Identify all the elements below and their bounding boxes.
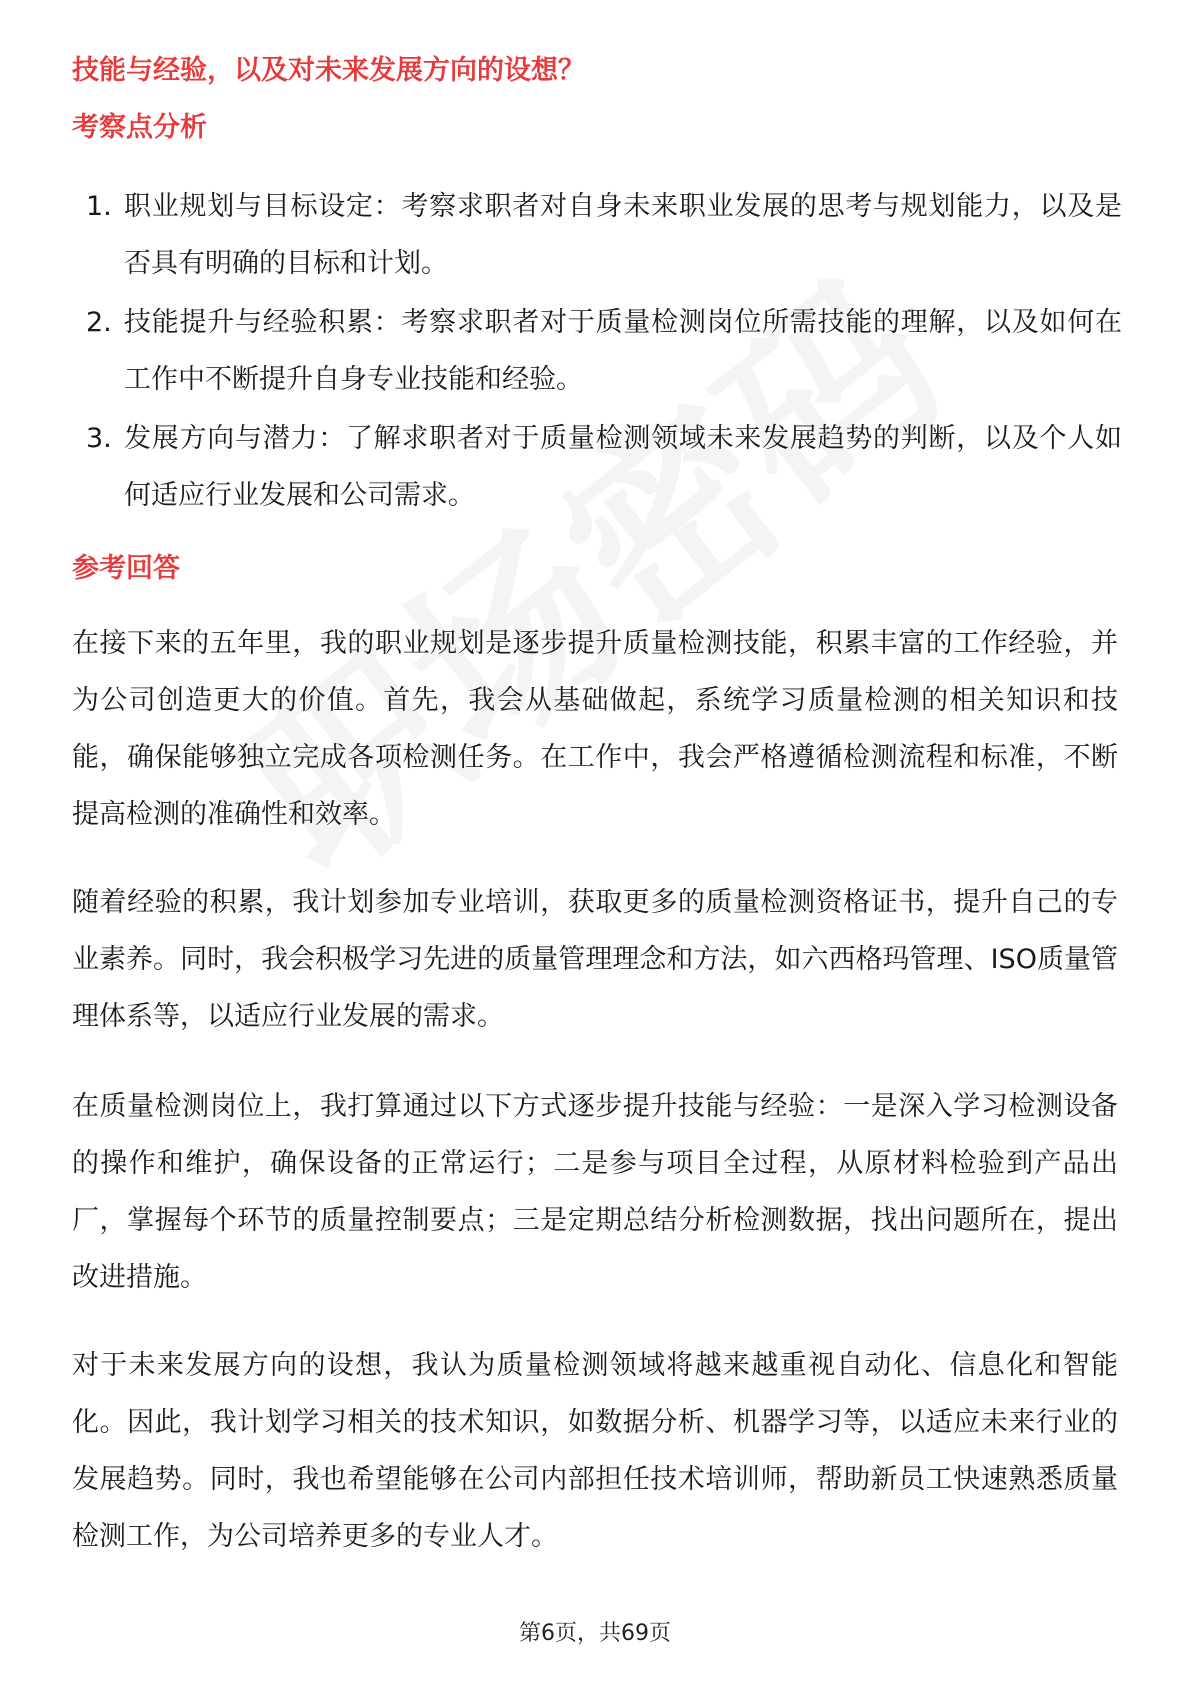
list-item-text: 技能提升与经验积累：考察求职者对于质量检测岗位所需技能的理解，以及如何在工作中不断提升自身专业技能和经验。 bbox=[124, 307, 1122, 395]
list-item-number: 3. bbox=[86, 423, 112, 454]
analysis-heading: 考察点分析 bbox=[72, 112, 207, 143]
answer-paragraph: 对于未来发展方向的设想，我认为质量检测领域将越来越重视自动化、信息化和智能化。因此，我计划学习相关的技术知识，如数据分析、机器学习等，以适应未来行业的发展趋势。同时，我也希望能够在公司内部担任技术培训师，帮助新员工快速熟悉质量检测工作，为公司培养更多的专业人才。 bbox=[72, 1350, 1118, 1552]
list-item-number: 1. bbox=[86, 191, 112, 222]
list-item bbox=[72, 178, 1122, 292]
answer-paragraph: 在质量检测岗位上，我打算通过以下方式逐步提升技能与经验：一是深入学习检测设备的操作和维护，确保设备的正常运行；二是参与项目全过程，从原材料检验到产品出厂，掌握每个环节的质量控制要点；三是定期总结分析检测数据，找出问题所在，提出改进措施。 bbox=[72, 1091, 1118, 1293]
list-item bbox=[72, 294, 1122, 408]
list-item bbox=[72, 410, 1122, 524]
page-number-footer: 第6页，共69页 bbox=[519, 1621, 671, 1646]
answer-heading: 参考回答 bbox=[72, 553, 180, 584]
analysis-list bbox=[72, 178, 1122, 526]
list-item-text: 发展方向与潜力：了解求职者对于质量检测领域未来发展趋势的判断，以及个人如何适应行业发展和公司需求。 bbox=[124, 423, 1122, 511]
answer-paragraph: 随着经验的积累，我计划参加专业培训，获取更多的质量检测资格证书，提升自己的专业素养。同时，我会积极学习先进的质量管理理念和方法，如六西格玛管理、ISO质量管理体系等，以适应行业发展的需求。 bbox=[72, 887, 1118, 1032]
list-item-number: 2. bbox=[86, 307, 112, 338]
list-item-text: 职业规划与目标设定：考察求职者对自身未来职业发展的思考与规划能力，以及是否具有明确的目标和计划。 bbox=[124, 191, 1122, 279]
question-heading: 技能与经验，以及对未来发展方向的设想？ bbox=[72, 55, 585, 86]
answer-paragraph: 在接下来的五年里，我的职业规划是逐步提升质量检测技能，积累丰富的工作经验，并为公司创造更大的价值。首先，我会从基础做起，系统学习质量检测的相关知识和技能，确保能够独立完成各项检测任务。在工作中，我会严格遵循检测流程和标准，不断提高检测的准确性和效率。 bbox=[72, 628, 1118, 830]
